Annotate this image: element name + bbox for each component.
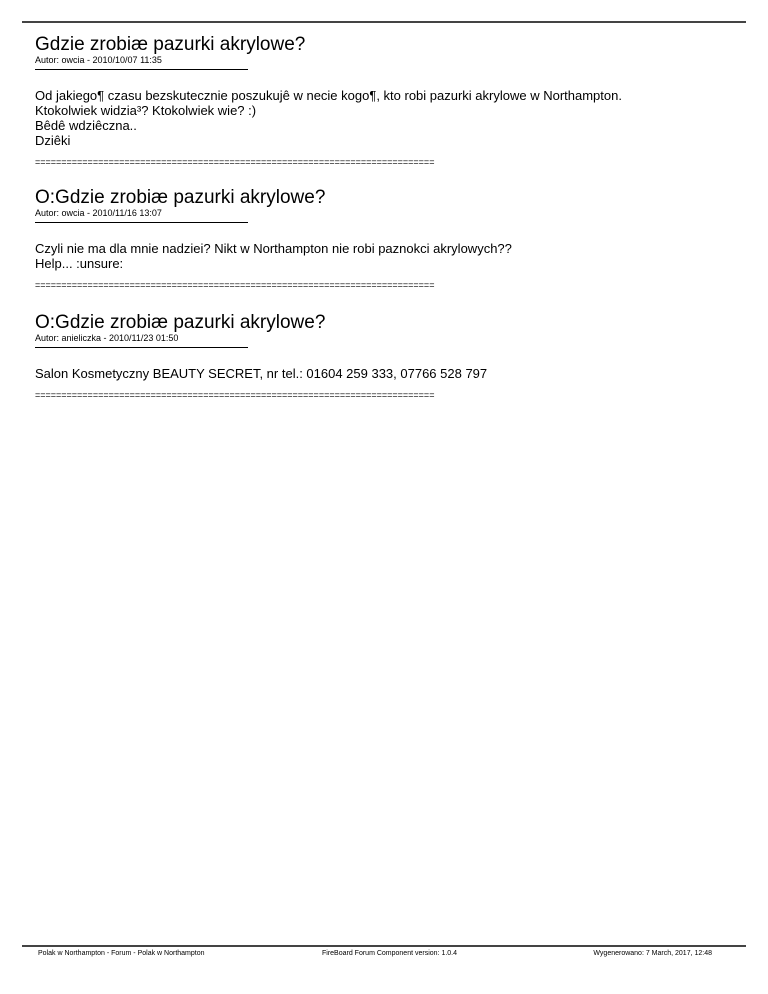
footer-generated-date: Wygenerowano: 7 March, 2017, 12:48: [593, 950, 712, 957]
post-body-line: Od jakiego¶ czasu bezskutecznie poszukujê w necie kogo¶, kto robi pazurki akrylowe w Northampton.: [35, 88, 622, 103]
post-title: O:Gdzie zrobiæ pazurki akrylowe?: [35, 187, 326, 208]
meta-divider: [35, 347, 248, 348]
post-body-line: Dziêki: [35, 133, 71, 148]
post-body-line: Salon Kosmetyczny BEAUTY SECRET, nr tel.: 01604 259 333, 07766 528 797: [35, 366, 488, 381]
post-body-line: Bêdê wdziêczna..: [35, 118, 137, 133]
post-separator: ============================================================================: [35, 390, 435, 400]
post-meta: Autor: anieliczka - 2010/11/23 01:50: [35, 333, 179, 343]
forum-post: [35, 188, 735, 290]
post-separator: ============================================================================: [35, 280, 435, 290]
forum-post: [35, 313, 735, 400]
forum-post: [35, 35, 735, 167]
meta-divider: [35, 222, 248, 223]
top-divider: [22, 21, 746, 23]
post-separator: ============================================================================: [35, 157, 435, 167]
footer-component-version: FireBoard Forum Component version: 1.0.4: [322, 950, 458, 957]
post-body-line: Ktokolwiek widzia³? Ktokolwiek wie? :): [35, 103, 257, 118]
post-title: O:Gdzie zrobiæ pazurki akrylowe?: [35, 312, 326, 333]
meta-divider: [35, 69, 248, 70]
post-title: Gdzie zrobiæ pazurki akrylowe?: [35, 34, 306, 55]
post-meta: Autor: owcia - 2010/11/16 13:07: [35, 208, 162, 218]
post-body-line: Help... :unsure:: [35, 256, 124, 271]
post-body: [35, 88, 735, 148]
post-body-line: Czyli nie ma dla mnie nadziei? Nikt w Northampton nie robi paznokci akrylowych??: [35, 241, 512, 256]
footer-divider: [22, 945, 746, 947]
post-body: [35, 241, 735, 271]
footer-site-name: Polak w Northampton - Forum - Polak w Northampton: [38, 950, 205, 957]
post-body: [35, 366, 735, 381]
post-meta: Autor: owcia - 2010/10/07 11:35: [35, 55, 162, 65]
